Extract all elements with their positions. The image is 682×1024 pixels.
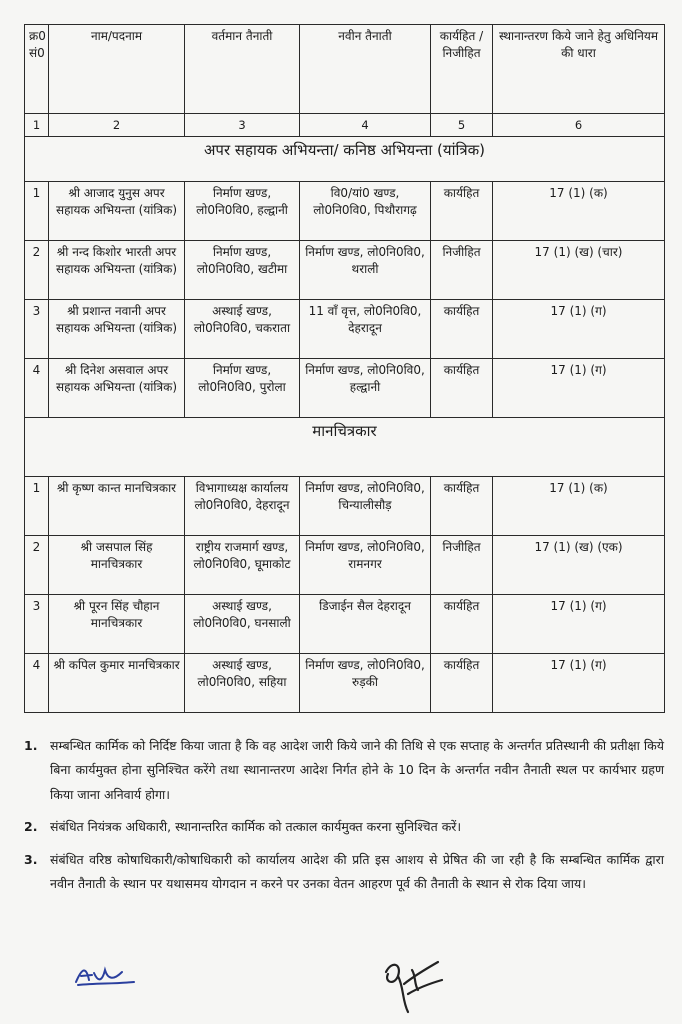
table-row bbox=[25, 182, 665, 241]
act-section-cell: 17 (1) (ग) bbox=[493, 654, 665, 713]
signature-officer bbox=[378, 954, 448, 1016]
table-header-row bbox=[25, 25, 665, 114]
interest-cell: कार्यहित bbox=[431, 477, 493, 536]
name-cell: श्री कृष्ण कान्त मानचित्रकार bbox=[49, 477, 185, 536]
name-cell: श्री नन्द किशोर भारती अपर सहायक अभियन्ता (यांत्रिक) bbox=[49, 241, 185, 300]
column-number: 6 bbox=[493, 114, 665, 137]
column-number: 2 bbox=[49, 114, 185, 137]
section-title-engineers: अपर सहायक अभियन्ता/ कनिष्ठ अभियन्ता (यांत्रिक) bbox=[25, 137, 665, 182]
name-cell: श्री जसपाल सिंह मानचित्रकार bbox=[49, 536, 185, 595]
interest-cell: कार्यहित bbox=[431, 182, 493, 241]
name-cell: श्री पूरन सिंह चौहान मानचित्रकार bbox=[49, 595, 185, 654]
new-posting-cell: निर्माण खण्ड, लो0नि0वि0, रामनगर bbox=[300, 536, 431, 595]
section-heading-row bbox=[25, 137, 665, 182]
current-posting-cell: निर्माण खण्ड, लो0नि0वि0, हल्द्वानी bbox=[185, 182, 300, 241]
current-posting-cell: राष्ट्रीय राजमार्ग खण्ड, लो0नि0वि0, घूमाकोट bbox=[185, 536, 300, 595]
new-posting-cell: डिजाईन सैल देहरादून bbox=[300, 595, 431, 654]
act-section-cell: 17 (1) (ख) (एक) bbox=[493, 536, 665, 595]
column-number: 4 bbox=[300, 114, 431, 137]
current-posting-cell: निर्माण खण्ड, लो0नि0वि0, खटीमा bbox=[185, 241, 300, 300]
serial-cell: 1 bbox=[25, 182, 49, 241]
header-interest: कार्यहित / निजीहित bbox=[431, 25, 493, 114]
table-row bbox=[25, 477, 665, 536]
header-name: नाम/पदनाम bbox=[49, 25, 185, 114]
new-posting-cell: 11 वॉं वृत्त, लो0नि0वि0, देहरादून bbox=[300, 300, 431, 359]
serial-cell: 4 bbox=[25, 654, 49, 713]
instruction-text: सम्बन्धित कार्मिक को निर्दिष्ट किया जाता है कि वह आदेश जारी किये जाने की तिथि से एक सप्ताह के अन्तर्गत प्रतिस्थानी की प्रतीक्षा किये बिना कार्यमुक्त होना सुनिश्चित करेंगे तथा स्थानान्तरण आदेश निर्गत होने के 10 दिन के अन्तर्गत नवीन तैनाती स्थल पर कार्यभार ग्रहण किया जाना अनिवार्य होगा। bbox=[50, 738, 664, 802]
header-new-posting: नवीन तैनाती bbox=[300, 25, 431, 114]
interest-cell: कार्यहित bbox=[431, 595, 493, 654]
header-act-section: स्थानान्तरण किये जाने हेतु अधिनियम की धारा bbox=[493, 25, 665, 114]
name-cell: श्री कपिल कुमार मानचित्रकार bbox=[49, 654, 185, 713]
column-number: 3 bbox=[185, 114, 300, 137]
signature-initial-blue bbox=[72, 960, 142, 988]
name-cell: श्री प्रशान्त नवानी अपर सहायक अभियन्ता (यांत्रिक) bbox=[49, 300, 185, 359]
act-section-cell: 17 (1) (ग) bbox=[493, 359, 665, 418]
new-posting-cell: निर्माण खण्ड, लो0नि0वि0, थराली bbox=[300, 241, 431, 300]
serial-cell: 3 bbox=[25, 595, 49, 654]
instruction-text: संबंधित वरिष्ठ कोषाधिकारी/कोषाधिकारी को कार्यालय आदेश की प्रति इस आशय से प्रेषित की जा रही है कि सम्बन्धित कार्मिक द्वारा नवीन तैनाती के स्थान पर यथासमय योगदान न करने पर उनका वेतन आहरण पूर्व की तैनाती के स्थान से रोक दिया जाय। bbox=[50, 851, 664, 891]
section-heading-row bbox=[25, 418, 665, 477]
act-section-cell: 17 (1) (क) bbox=[493, 477, 665, 536]
instruction-item bbox=[24, 815, 664, 839]
instruction-number: 3. bbox=[24, 851, 38, 867]
new-posting-cell: निर्माण खण्ड, लो0नि0वि0, रुड़की bbox=[300, 654, 431, 713]
table-row bbox=[25, 654, 665, 713]
column-number-row bbox=[25, 114, 665, 137]
serial-cell: 1 bbox=[25, 477, 49, 536]
serial-cell: 4 bbox=[25, 359, 49, 418]
interest-cell: कार्यहित bbox=[431, 654, 493, 713]
current-posting-cell: अस्थाई खण्ड, लो0नि0वि0, सहिया bbox=[185, 654, 300, 713]
instruction-item bbox=[24, 848, 664, 897]
current-posting-cell: निर्माण खण्ड, लो0नि0वि0, पुरोला bbox=[185, 359, 300, 418]
instruction-number: 2. bbox=[24, 819, 38, 835]
act-section-cell: 17 (1) (ग) bbox=[493, 595, 665, 654]
instruction-text: संबंधित नियंत्रक अधिकारी, स्थानान्तरित कार्मिक को तत्काल कार्यमुक्त करना सुनिश्चित करें। bbox=[50, 819, 462, 835]
current-posting-cell: अस्थाई खण्ड, लो0नि0वि0, घनसाली bbox=[185, 595, 300, 654]
act-section-cell: 17 (1) (क) bbox=[493, 182, 665, 241]
new-posting-cell: वि0/यां0 खण्ड, लो0नि0वि0, पिथौरागढ़ bbox=[300, 182, 431, 241]
interest-cell: कार्यहित bbox=[431, 300, 493, 359]
table-row bbox=[25, 241, 665, 300]
table-row bbox=[25, 595, 665, 654]
current-posting-cell: अस्थाई खण्ड, लो0नि0वि0, चकराता bbox=[185, 300, 300, 359]
interest-cell: कार्यहित bbox=[431, 359, 493, 418]
column-number: 5 bbox=[431, 114, 493, 137]
act-section-cell: 17 (1) (ख) (चार) bbox=[493, 241, 665, 300]
table-row bbox=[25, 536, 665, 595]
serial-cell: 3 bbox=[25, 300, 49, 359]
interest-cell: निजीहित bbox=[431, 536, 493, 595]
transfer-table bbox=[24, 24, 665, 713]
header-current-posting: वर्तमान तैनाती bbox=[185, 25, 300, 114]
name-cell: श्री आजाद युनुस अपर सहायक अभियन्ता (यांत्रिक) bbox=[49, 182, 185, 241]
header-serial: क्र0 सं0 bbox=[25, 25, 49, 114]
name-cell: श्री दिनेश असवाल अपर सहायक अभियन्ता (यांत्रिक) bbox=[49, 359, 185, 418]
interest-cell: निजीहित bbox=[431, 241, 493, 300]
act-section-cell: 17 (1) (ग) bbox=[493, 300, 665, 359]
instructions-list bbox=[24, 734, 664, 904]
instruction-number: 1. bbox=[24, 738, 38, 753]
table-row bbox=[25, 359, 665, 418]
new-posting-cell: निर्माण खण्ड, लो0नि0वि0, चिन्यालीसौड़ bbox=[300, 477, 431, 536]
serial-cell: 2 bbox=[25, 536, 49, 595]
column-number: 1 bbox=[25, 114, 49, 137]
table-row bbox=[25, 300, 665, 359]
section-title-draftsman: मानचित्रकार bbox=[25, 418, 665, 477]
new-posting-cell: निर्माण खण्ड, लो0नि0वि0, हल्द्वानी bbox=[300, 359, 431, 418]
serial-cell: 2 bbox=[25, 241, 49, 300]
current-posting-cell: विभागाध्यक्ष कार्यालय लो0नि0वि0, देहरादून bbox=[185, 477, 300, 536]
instruction-item bbox=[24, 734, 664, 807]
